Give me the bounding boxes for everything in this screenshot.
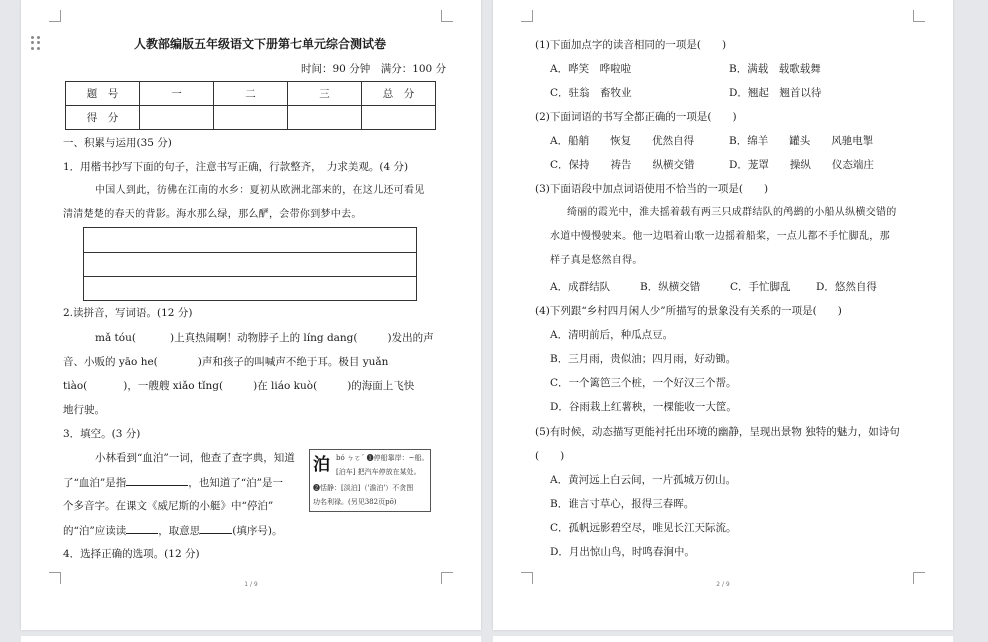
dictionary-line: 功名利禄。(另见382页pō)	[313, 498, 397, 506]
option-b[interactable]: B．满载 载歌载舞	[729, 63, 821, 75]
handwriting-box[interactable]	[83, 227, 417, 301]
dictionary-char: 泊	[313, 455, 330, 475]
score-input-cell[interactable]	[362, 106, 436, 130]
question-2-line	[95, 331, 434, 345]
next-page-edge	[21, 636, 481, 642]
score-input-cell[interactable]	[140, 106, 214, 130]
passage-text: 样子真是悠然自得。	[550, 255, 643, 266]
question-text: )在 liáo kuò(	[253, 380, 318, 392]
table-cell: 题 号	[66, 82, 140, 106]
dictionary-line: ❷恬静：[淡泊]（'澹泊'）不贪图	[313, 484, 414, 492]
answer-blank[interactable]	[126, 523, 158, 534]
option-a[interactable]: A．哗笑 哗啦啦	[550, 63, 632, 75]
option-d[interactable]: D．茏罩 操纵 仪态端庄	[729, 159, 874, 171]
dictionary-line: [泊车] 把汽车停放在某处。	[336, 468, 421, 476]
question-text: ，取意思	[158, 525, 201, 537]
option-c[interactable]: C．孤帆远影碧空尽，唯见长江天际流。	[550, 522, 737, 534]
table-cell: 总 分	[362, 82, 436, 106]
question-1-prompt: 1．用楷书抄写下面的句子，注意书写正确，行款整齐， 力求美观。(4 分)	[63, 161, 409, 173]
question-3-line: 小林看到“血泊”一词，他查了查字典，知道	[95, 452, 295, 464]
question-text: )发出的声	[387, 332, 434, 344]
subquestion-4-prompt: (4)下列跟“乡村四月闲人少”所描写的景象没有关系的一项是( )	[535, 305, 842, 317]
option-c[interactable]: C．一个篱笆三个桩，一个好汉三个帮。	[550, 377, 737, 389]
option-c[interactable]: C．保持 祷告 纵横交错	[550, 159, 695, 171]
page-title: 人教部编版五年级语文下册第七单元综合测试卷	[134, 37, 387, 51]
question-text: 的“泊”应读读	[63, 525, 127, 537]
option-a[interactable]: A．船艄 恢复 优然自得	[550, 135, 695, 147]
dictionary-line: bó ㄅㄛˊ ❶停船靠岸：~船。	[336, 454, 429, 462]
option-c[interactable]: C．驻翁 畜牧业	[550, 87, 632, 99]
score-table	[65, 81, 436, 130]
question-text: ，也知道了“泊”是一	[188, 477, 283, 489]
option-c[interactable]: C．手忙脚乱	[730, 281, 791, 293]
subquestion-5-prompt: (5)有时候，动态描写更能衬托出环境的幽静，呈现出景物 独特的魅力，如诗句	[535, 426, 900, 438]
question-2-prompt: 2.读拼音，写词语。(12 分)	[63, 307, 193, 319]
subquestion-3-prompt: (3)下面语段中加点词语使用不恰当的一项是( )	[535, 183, 769, 195]
question-4-prompt: 4．选择正确的选项。(12 分)	[63, 548, 200, 560]
question-1-text: 中国人到此，彷佛在江南的水乡：夏初从欧洲北部来的，在这儿还可看见	[95, 185, 425, 196]
subquestion-1-prompt: (1)下面加点字的读音相同的一项是( )	[535, 39, 727, 51]
question-text: )的海面上飞快	[347, 380, 415, 392]
option-a[interactable]: A．成群结队	[550, 281, 611, 293]
question-text: )，一艘艘 xiǎo tǐng(	[123, 380, 224, 392]
score-input-cell[interactable]	[214, 106, 288, 130]
next-page-edge	[493, 636, 953, 642]
option-d[interactable]: D．悠然自得	[816, 281, 877, 293]
crop-mark	[49, 10, 61, 22]
drag-handle-icon[interactable]	[31, 36, 41, 50]
page-number: 1 / 9	[244, 581, 258, 588]
passage-text: 水道中慢慢驶来。他一边唱着山歌一边摇着船桨，一点儿都不手忙脚乱，那	[550, 231, 890, 242]
passage-text: 绮丽的霞光中，淮夫摇着载有两三只成群结队的鸬鹚的小船从纵横交错的	[567, 207, 897, 218]
option-d[interactable]: D．翘起 翘首以待	[729, 87, 822, 99]
crop-mark	[913, 10, 925, 22]
dictionary-entry-image	[309, 449, 431, 512]
question-3-line: 个多音字。在课文《威尼斯的小艇》中“停泊”	[63, 500, 274, 512]
question-2-line	[63, 355, 388, 369]
crop-mark	[521, 10, 533, 22]
crop-mark	[441, 10, 453, 22]
option-d[interactable]: D．谷雨栽上红薯秧，一棵能收一大筐。	[550, 401, 737, 413]
question-text: tiào(	[63, 380, 88, 392]
question-1-text: 清清楚楚的春天的背影。海水那么绿，那么酽，会带你到梦中去。	[63, 209, 362, 220]
question-3-prompt: 3．填空。(3 分)	[63, 428, 141, 440]
question-text: 了“血泊”是指	[63, 477, 127, 489]
question-text: )声和孩子的叫喊声不绝于耳。极目 yuǎn	[197, 356, 389, 368]
question-text: )上真热闹啊！动物脖子上的 líng dang(	[169, 332, 358, 344]
option-b[interactable]: B．纵横交错	[640, 281, 701, 293]
answer-paren[interactable]: ( )	[535, 450, 565, 462]
table-cell: 得 分	[66, 106, 140, 130]
table-row	[66, 82, 436, 106]
option-d[interactable]: D．月出惊山鸟，时鸣春涧中。	[550, 546, 695, 558]
question-3-line	[63, 475, 283, 490]
page-number: 2 / 9	[716, 581, 730, 588]
document-page-1	[21, 0, 481, 630]
table-row	[66, 106, 436, 130]
option-a[interactable]: A．清明前后，种瓜点豆。	[550, 329, 674, 341]
question-2-line: 地行驶。	[63, 404, 105, 416]
score-input-cell[interactable]	[288, 106, 362, 130]
option-b[interactable]: B．三月雨，贵似油；四月雨，好动锄。	[550, 353, 737, 365]
subquestion-2-prompt: (2)下面词语的书写全都正确的一项是( )	[535, 111, 737, 123]
option-b[interactable]: B．谁言寸草心，报得三春晖。	[550, 498, 695, 510]
table-cell: 三	[288, 82, 362, 106]
answer-blank[interactable]	[126, 475, 188, 486]
pinyin-text: mǎ tóu(	[95, 332, 136, 344]
question-2-line	[63, 379, 414, 393]
option-a[interactable]: A．黄河远上白云间，一片孤城万仞山。	[550, 474, 737, 486]
question-text: (填序号)。	[232, 525, 283, 537]
answer-blank[interactable]	[200, 523, 232, 534]
table-cell: 一	[140, 82, 214, 106]
option-b[interactable]: B．绵羊 罐头 风驰电掣	[729, 135, 874, 147]
table-cell: 二	[214, 82, 288, 106]
question-text: 音、小贩的 yāo he(	[63, 356, 158, 368]
document-page-2	[493, 0, 953, 630]
exam-meta: 时间：90 分钟 满分：100 分	[301, 63, 447, 75]
question-3-line	[63, 523, 282, 538]
section-heading: 一、积累与运用(35 分)	[63, 137, 172, 149]
